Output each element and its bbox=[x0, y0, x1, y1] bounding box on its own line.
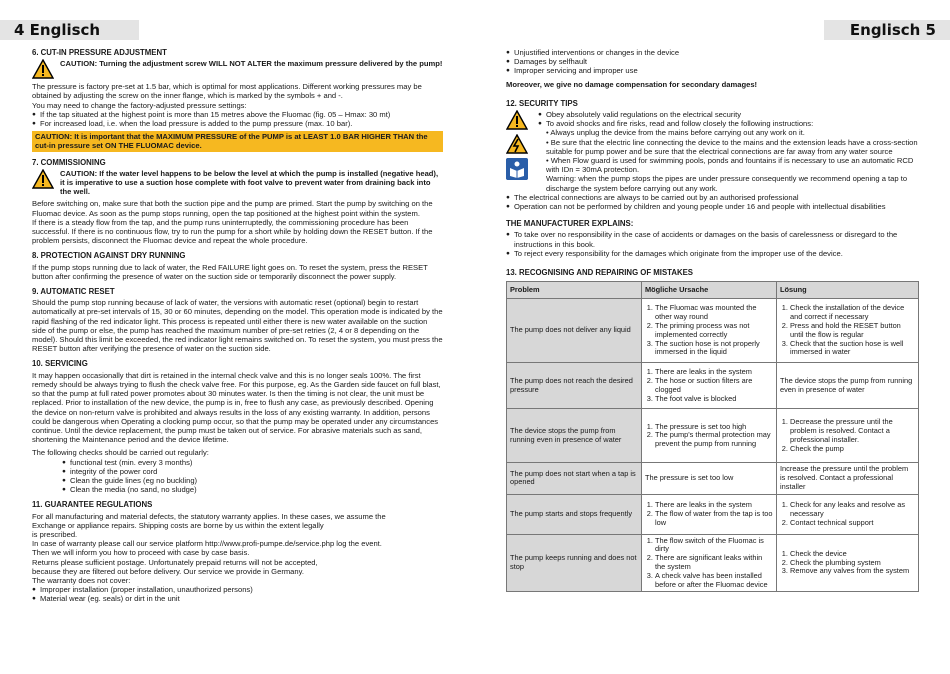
list-item: 2. Check the plumbing system bbox=[790, 559, 915, 568]
solution-cell bbox=[777, 299, 919, 363]
paragraph-bold: Moreover, we give no damage compensation for secondary damages! bbox=[506, 79, 758, 89]
list-item: 2. The priming process was not implemented correctly bbox=[655, 322, 773, 340]
section-title: 6. CUT-IN PRESSURE ADJUSTMENT bbox=[32, 48, 167, 57]
list-item: 3. A check valve has been installed before or after the Fluomac device bbox=[655, 572, 773, 590]
list-item: 2. Check the pump bbox=[790, 445, 915, 454]
list-item: 2. There are significant leaks within the system bbox=[655, 554, 773, 572]
page-header-left: 4 Englisch bbox=[0, 20, 139, 40]
list-item: 1. Check the device bbox=[790, 550, 915, 559]
caution-block bbox=[32, 59, 443, 79]
section-title: 12. SECURITY TIPS bbox=[506, 98, 578, 108]
list-item: ● Obey absolutely valid regulations on the electrical security bbox=[538, 110, 919, 119]
left-column bbox=[32, 48, 443, 604]
electric-hazard-icon bbox=[506, 134, 528, 154]
caution-block bbox=[32, 169, 443, 197]
cause-cell bbox=[642, 463, 777, 494]
paragraph: Warning: when the pump stops the pipes are under pressure consequently we recommend opening a tap to discharge the system before carrying out any work. bbox=[546, 174, 908, 193]
list-item: 3. The foot valve is blocked bbox=[655, 395, 773, 404]
warning-icon bbox=[506, 110, 528, 130]
solution-cell bbox=[777, 409, 919, 463]
paragraph: Before switching on, make sure that both the suction pipe and the pump are primed. Start the pump by switching on the Fluomac device. As soon as the pump stops running, open the tap positioned at the highest point within the system. bbox=[32, 199, 433, 218]
paragraph: • When Flow guard is used for swimming pools, ponds and fountains if is necessary to use an automatic RCD with IDn = 30mA protection. bbox=[546, 156, 914, 175]
paragraph: The warranty does not cover: bbox=[32, 575, 131, 585]
list-item: ● For increased load, i.e. when the load pressure is added to the pump pressure (max. 10 bar). bbox=[32, 119, 443, 128]
icon-column bbox=[506, 110, 532, 193]
highlight-caution: CAUTION: It is important that the MAXIMUM PRESSURE of the PUMP is at LEAST 1.0 BAR HIGHER THAN the cut-in pressure set ON THE FLUOMAC device. bbox=[32, 131, 443, 151]
list-item: ● Clean the media (no sand, no sludge) bbox=[62, 485, 443, 494]
list-item: 2. The flow of water from the tap is too low bbox=[655, 510, 773, 528]
section-title: 9. AUTOMATIC RESET bbox=[32, 287, 115, 297]
table-row bbox=[507, 299, 919, 363]
list-item: ● To take over no responsibility in the case of accidents or damages on the basis of carelessness or disregard to the instructions in this book. bbox=[506, 230, 919, 248]
cell-text: The device stops the pump from running even in presence of water bbox=[780, 375, 913, 394]
table-header-row bbox=[507, 282, 919, 299]
paragraph: Then we will inform you how to proceed with case by case basis. bbox=[32, 548, 250, 558]
section-title: 8. PROTECTION AGAINST DRY RUNNING bbox=[32, 251, 186, 261]
table-row bbox=[507, 494, 919, 534]
paragraph: Returns please sufficient postage. Unfortunately prepaid returns will not be accepted, bbox=[32, 557, 318, 567]
solution-cell bbox=[777, 494, 919, 534]
cell-text: Increase the pressure until the problem is resolved. Contact a professional installer bbox=[780, 464, 909, 491]
solution-cell bbox=[777, 363, 919, 409]
section-title: THE MANUFACTURER EXPLAINS: bbox=[506, 219, 634, 229]
paragraph: because they are filtered out before delivery. Our service we provide in Germany. bbox=[32, 566, 304, 576]
paragraph: • Always unplug the device from the mains before carrying out any work on it. bbox=[546, 128, 805, 138]
troubleshooting-table bbox=[506, 281, 919, 592]
paragraph: The pressure is factory pre-set at 1.5 bar, which is optimal for most applications. Different working pressures may be obtained by adjusting the screw on the inner flange, which is marked by the symbols + and -. bbox=[32, 82, 422, 101]
list-item: 1. The flow switch of the Fluomac is dirty bbox=[655, 537, 773, 555]
list-item: 2. Contact technical support bbox=[790, 519, 915, 528]
list-item: ● Improper installation (proper installation, unauthorized persons) bbox=[32, 585, 443, 594]
paragraph: It may happen occasionally that dirt is retained in the internal check valve and this is no longer seals 100%. The first remedy should be always trying to flush the check valve free. For this purpose, eg. As the Garden side faucet on full blast, so that the pump at full rated power promotes about 30 minutes water. Is then the timing is not clear, the unit must be replaced. Prior to installation of the new device, the pump is in, free to flush any case, as previously described. Opening the device on non-return valve is prohibited and always results in the loss of any existing warranty. In addition, persons could be dangerous when Operating a clocking pump occur, so that the pump may be operated under any circumstances continue. Until the device replacement, the pump must be taken out of service. For abrasive materials such as sand, shortening the Maintenance period and the device lifetime. bbox=[32, 370, 441, 445]
paragraph: In case of warranty please call our service platform http://www.profi-pumpe.de/service.php log the event. bbox=[32, 539, 382, 549]
warning-icon bbox=[32, 169, 54, 189]
list-item: ● Material wear (eg. seals) or dirt in the unit bbox=[32, 594, 443, 603]
list-item: ● To reject every responsibility for the damages which originate from the improper use of the device. bbox=[506, 249, 919, 258]
problem-cell: The pump does not start when a tap is opened bbox=[507, 463, 642, 494]
list-item: 3. Remove any valves from the system bbox=[790, 567, 915, 576]
paragraph: The following checks should be carried out regularly: bbox=[32, 448, 209, 458]
column-header: Mögliche Ursache bbox=[642, 282, 777, 299]
section-title: 11. GUARANTEE REGULATIONS bbox=[32, 500, 153, 510]
cause-cell bbox=[642, 534, 777, 592]
problem-cell: The pump starts and stops frequently bbox=[507, 494, 642, 534]
list-item: 1. The Fluomac was mounted the other way round bbox=[655, 304, 773, 322]
caution-text: CAUTION: Turning the adjustment screw WILL NOT ALTER the maximum pressure delivered by the pump! bbox=[60, 59, 443, 69]
problem-cell: The pump does not reach the desired pressure bbox=[507, 363, 642, 409]
list-item: ● functional test (min. every 3 months) bbox=[62, 458, 443, 467]
page-header-right: Englisch 5 bbox=[824, 20, 950, 40]
cause-cell bbox=[642, 409, 777, 463]
paragraph: If there is a steady flow from the tap, and the pump runs uninterruptedly, the commissioning procedure has been successful. If there is no continuous flow, try to run the pump for a short while by holding down the RESET button. If the problem persists, disconnect the Fluomac device and repeat the whole procedure. bbox=[32, 217, 433, 246]
paragraph: For all manufacturing and material defects, the statutory warranty applies. In these cases, we assume the bbox=[32, 511, 386, 521]
security-text bbox=[538, 110, 919, 193]
solution-cell bbox=[777, 534, 919, 592]
problem-cell: The device stops the pump from running even in presence of water bbox=[507, 409, 642, 463]
column-header: Problem bbox=[507, 282, 642, 299]
table-row bbox=[507, 534, 919, 592]
list-item: 1. There are leaks in the system bbox=[655, 368, 773, 377]
cause-cell bbox=[642, 494, 777, 534]
list-item: 1. Check for any leaks and resolve as necessary bbox=[790, 501, 915, 519]
right-column bbox=[506, 48, 919, 592]
solution-cell bbox=[777, 463, 919, 494]
list-item: ● Improper servicing and improper use bbox=[506, 66, 919, 75]
table-row bbox=[507, 363, 919, 409]
read-manual-icon bbox=[506, 158, 528, 180]
list-item: 3. Check that the suction hose is well immersed in water bbox=[790, 340, 915, 358]
paragraph: Exchange or appliance repairs. Shipping costs are borne by us within the extent legally bbox=[32, 520, 324, 530]
paragraph: • Be sure that the electric line connecting the device to the mains and the extension leads have a cross-section suitable for pump power and be sure that the electrical connections are far away from any water source bbox=[546, 137, 918, 156]
list-item: ● Operation can not be performed by children and young people under 16 and people with intellectual disabilities bbox=[506, 202, 919, 211]
list-item: ● If the tap situated at the highest point is more than 15 metres above the Fluomac (fig. 05 – Hmax: 30 mt) bbox=[32, 110, 443, 119]
list-item: 1. The pressure is set too high bbox=[655, 423, 773, 432]
cell-text: The pressure is set too low bbox=[645, 473, 734, 483]
list-item: ● integrity of the power cord bbox=[62, 467, 443, 476]
list-item: 2. Press and hold the RESET button until the flow is regular bbox=[790, 322, 915, 340]
problem-cell: The pump keeps running and does not stop bbox=[507, 534, 642, 592]
list-item: ● Clean the guide lines (eg no buckling) bbox=[62, 476, 443, 485]
table-row bbox=[507, 409, 919, 463]
list-item: ● The electrical connections are always to be carried out by an authorised professional bbox=[506, 193, 919, 202]
list-item: 3. The suction hose is not properly immersed in the liquid bbox=[655, 340, 773, 358]
paragraph: If the pump stops running due to lack of water, the Red FAILURE light goes on. To reset the system, press the RESET button after confirming the presence of water on the suction side or temporarily disconnect the power supply. bbox=[32, 262, 428, 281]
warning-icon bbox=[32, 59, 54, 79]
section-title: 13. RECOGNISING AND REPAIRING OF MISTAKES bbox=[506, 268, 693, 278]
section-title: 7. COMMISSIONING bbox=[32, 157, 106, 167]
list-item: ● Damages by selfhault bbox=[506, 57, 919, 66]
list-item: ● To avoid shocks and fire risks, read and follow closely the following instructions: bbox=[538, 119, 919, 128]
caution-text: CAUTION: If the water level happens to be below the level at which the pump is installed (negative head), it is imperative to use a suction hose complete with foot valve to prevent water from draining back into the well. bbox=[60, 168, 439, 197]
paragraph: You may need to change the factory-adjusted pressure settings: bbox=[32, 100, 247, 110]
paragraph: is prescribed. bbox=[32, 529, 78, 539]
list-item: 1. There are leaks in the system bbox=[655, 501, 773, 510]
list-item: 2. The pump's thermal protection may prevent the pump from running bbox=[655, 431, 773, 449]
paragraph: Should the pump stop running because of lack of water, the versions with automatic reset (optional) begin to restart automatically at pre-set intervals of 15, 30 or 60 minutes, depending on the model. This operation mode is indicated by the rapid flashing of the red indicator light. This process is repeated until either there is new water available on the suction side of the pump or else, the pump has reached the maximum number of pre-set retries (2, 4 or 8 depending on the model). Should this limit be exceeded, the red indicator light remains switched on. To reset the system, you must press the RESET button after verifying the presence of water on the suction side. bbox=[32, 298, 443, 354]
cause-cell bbox=[642, 299, 777, 363]
security-tips bbox=[506, 110, 919, 193]
list-item: 2. The hose or suction filters are clogged bbox=[655, 377, 773, 395]
column-header: Lösung bbox=[777, 282, 919, 299]
problem-cell: The pump does not deliver any liquid bbox=[507, 299, 642, 363]
section-title: 10. SERVICING bbox=[32, 359, 88, 369]
list-item: 1. Check the installation of the device and correct if necessary bbox=[790, 304, 915, 322]
list-item: ● Unjustified interventions or changes in the device bbox=[506, 48, 919, 57]
table-row bbox=[507, 463, 919, 494]
cause-cell bbox=[642, 363, 777, 409]
list-item: 1. Decrease the pressure until the problem is resolved. Contact a professional installer. bbox=[790, 418, 915, 444]
